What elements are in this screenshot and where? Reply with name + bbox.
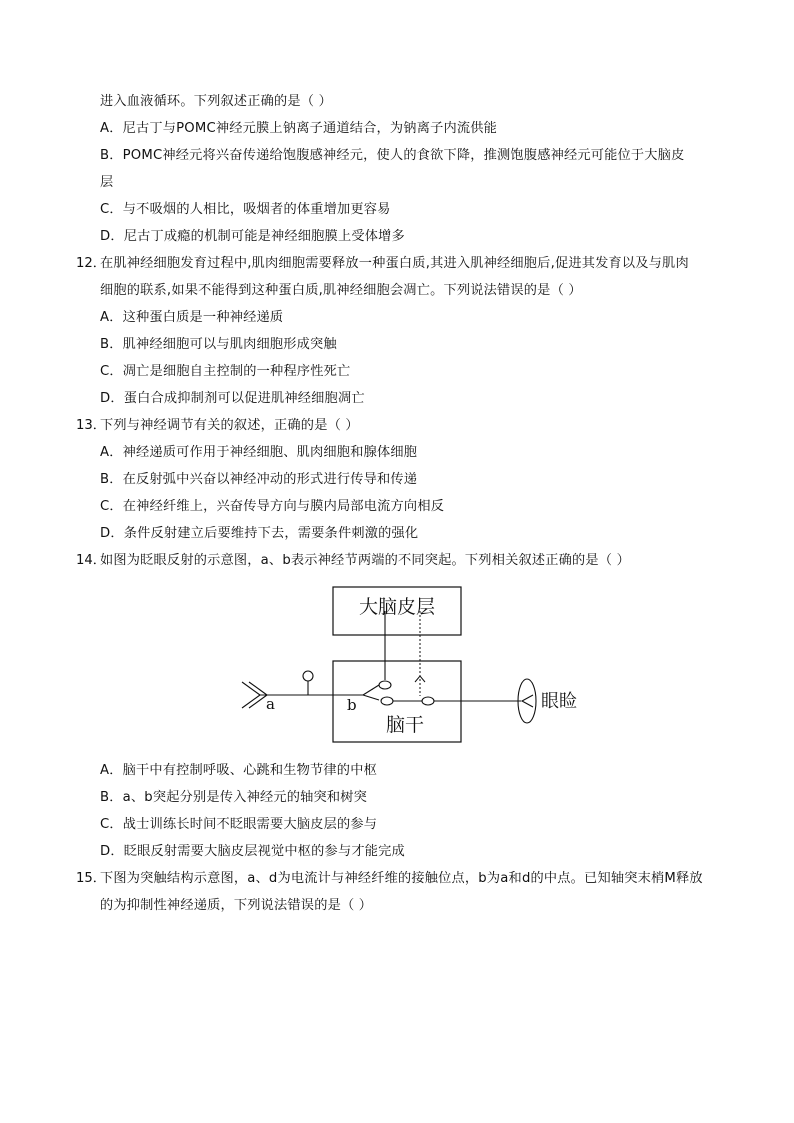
q11-option-c: C．与不吸烟的人相比，吸烟者的体重增加更容易 bbox=[100, 202, 391, 217]
ganglion-cell-body bbox=[303, 671, 313, 681]
q14-number: 14． bbox=[76, 553, 106, 568]
q11-option-d: D．尼古丁成瘾的机制可能是神经细胞膜上受体增多 bbox=[100, 229, 405, 244]
central-branch-lower bbox=[363, 695, 379, 700]
q11-stem-tail: 进入血液循环。下列叙述正确的是（ ） bbox=[100, 94, 332, 109]
motor-ending bbox=[522, 695, 533, 707]
q11-option-b: B．POMC神经元将兴奋传递给饱腹感神经元，使人的食欲下降，推测饱腹感神经元可能位于大脑皮 bbox=[100, 148, 685, 163]
q14-stem: 如图为眨眼反射的示意图，a、b表示神经节两端的不同突起。下列相关叙述正确的是（ ） bbox=[100, 553, 630, 568]
q13-option-d: D．条件反射建立后要维持下去，需要条件刺激的强化 bbox=[100, 526, 419, 541]
central-branch-upper bbox=[363, 685, 379, 695]
cortex-label: 大脑皮层 bbox=[358, 596, 436, 618]
q14-option-c: C．战士训练长时间不眨眼需要大脑皮层的参与 bbox=[100, 817, 378, 832]
q14-option-a: A．脑干中有控制呼吸、心跳和生物节律的中枢 bbox=[100, 763, 377, 778]
q12-stem-line1: 在肌神经细胞发育过程中,肌肉细胞需要释放一种蛋白质,其进入肌神经细胞后,促进其发育以及与肌肉 bbox=[100, 256, 689, 271]
q12-stem-line2: 细胞的联系,如果不能得到这种蛋白质,肌神经细胞会凋亡。下列说法错误的是（ ） bbox=[100, 283, 582, 298]
q15-stem-line2: 的为抑制性神经递质，下列说法错误的是（ ） bbox=[100, 898, 373, 913]
q12-option-d: D．蛋白合成抑制剂可以促进肌神经细胞凋亡 bbox=[100, 391, 365, 406]
label-a: a bbox=[266, 695, 275, 713]
q12-option-b: B．肌神经细胞可以与肌肉细胞形成突触 bbox=[100, 337, 337, 352]
q13-option-b: B．在反射弧中兴奋以神经冲动的形式进行传导和传递 bbox=[100, 472, 418, 487]
interneuron-synapse-knob bbox=[381, 697, 393, 705]
q13-number: 13． bbox=[76, 418, 106, 433]
q15-number: 15． bbox=[76, 871, 106, 886]
efferent-synapse-knob bbox=[422, 697, 434, 705]
q11-option-b-cont: 层 bbox=[100, 175, 114, 190]
q15-stem-line1: 下图为突触结构示意图，a、d为电流计与神经纤维的接触位点，b为a和d的中点。已知轴突末梢M释放 bbox=[100, 871, 703, 886]
q13-stem: 下列与神经调节有关的叙述，正确的是（ ） bbox=[100, 418, 359, 433]
q13-option-a: A．神经递质可作用于神经细胞、肌肉细胞和腺体细胞 bbox=[100, 445, 418, 460]
q11-option-a: A．尼古丁与POMC神经元膜上钠离子通道结合，为钠离子内流供能 bbox=[100, 121, 498, 136]
q14-option-d: D．眨眼反射需要大脑皮层视觉中枢的参与才能完成 bbox=[100, 844, 405, 859]
q13-option-c: C．在神经纤维上，兴奋传导方向与膜内局部电流方向相反 bbox=[100, 499, 445, 514]
q14-option-b: B．a、b突起分别是传入神经元的轴突和树突 bbox=[100, 790, 368, 805]
q12-option-c: C．凋亡是细胞自主控制的一种程序性死亡 bbox=[100, 364, 351, 379]
label-b: b bbox=[347, 696, 357, 714]
q12-number: 12． bbox=[76, 256, 106, 271]
q12-option-a: A．这种蛋白质是一种神经递质 bbox=[100, 310, 284, 325]
brainstem-label: 脑干 bbox=[385, 714, 425, 736]
blink-reflex-diagram bbox=[240, 585, 580, 745]
cortex-synapse-knob bbox=[379, 681, 391, 689]
eyelid-label: 眼睑 bbox=[541, 691, 577, 712]
